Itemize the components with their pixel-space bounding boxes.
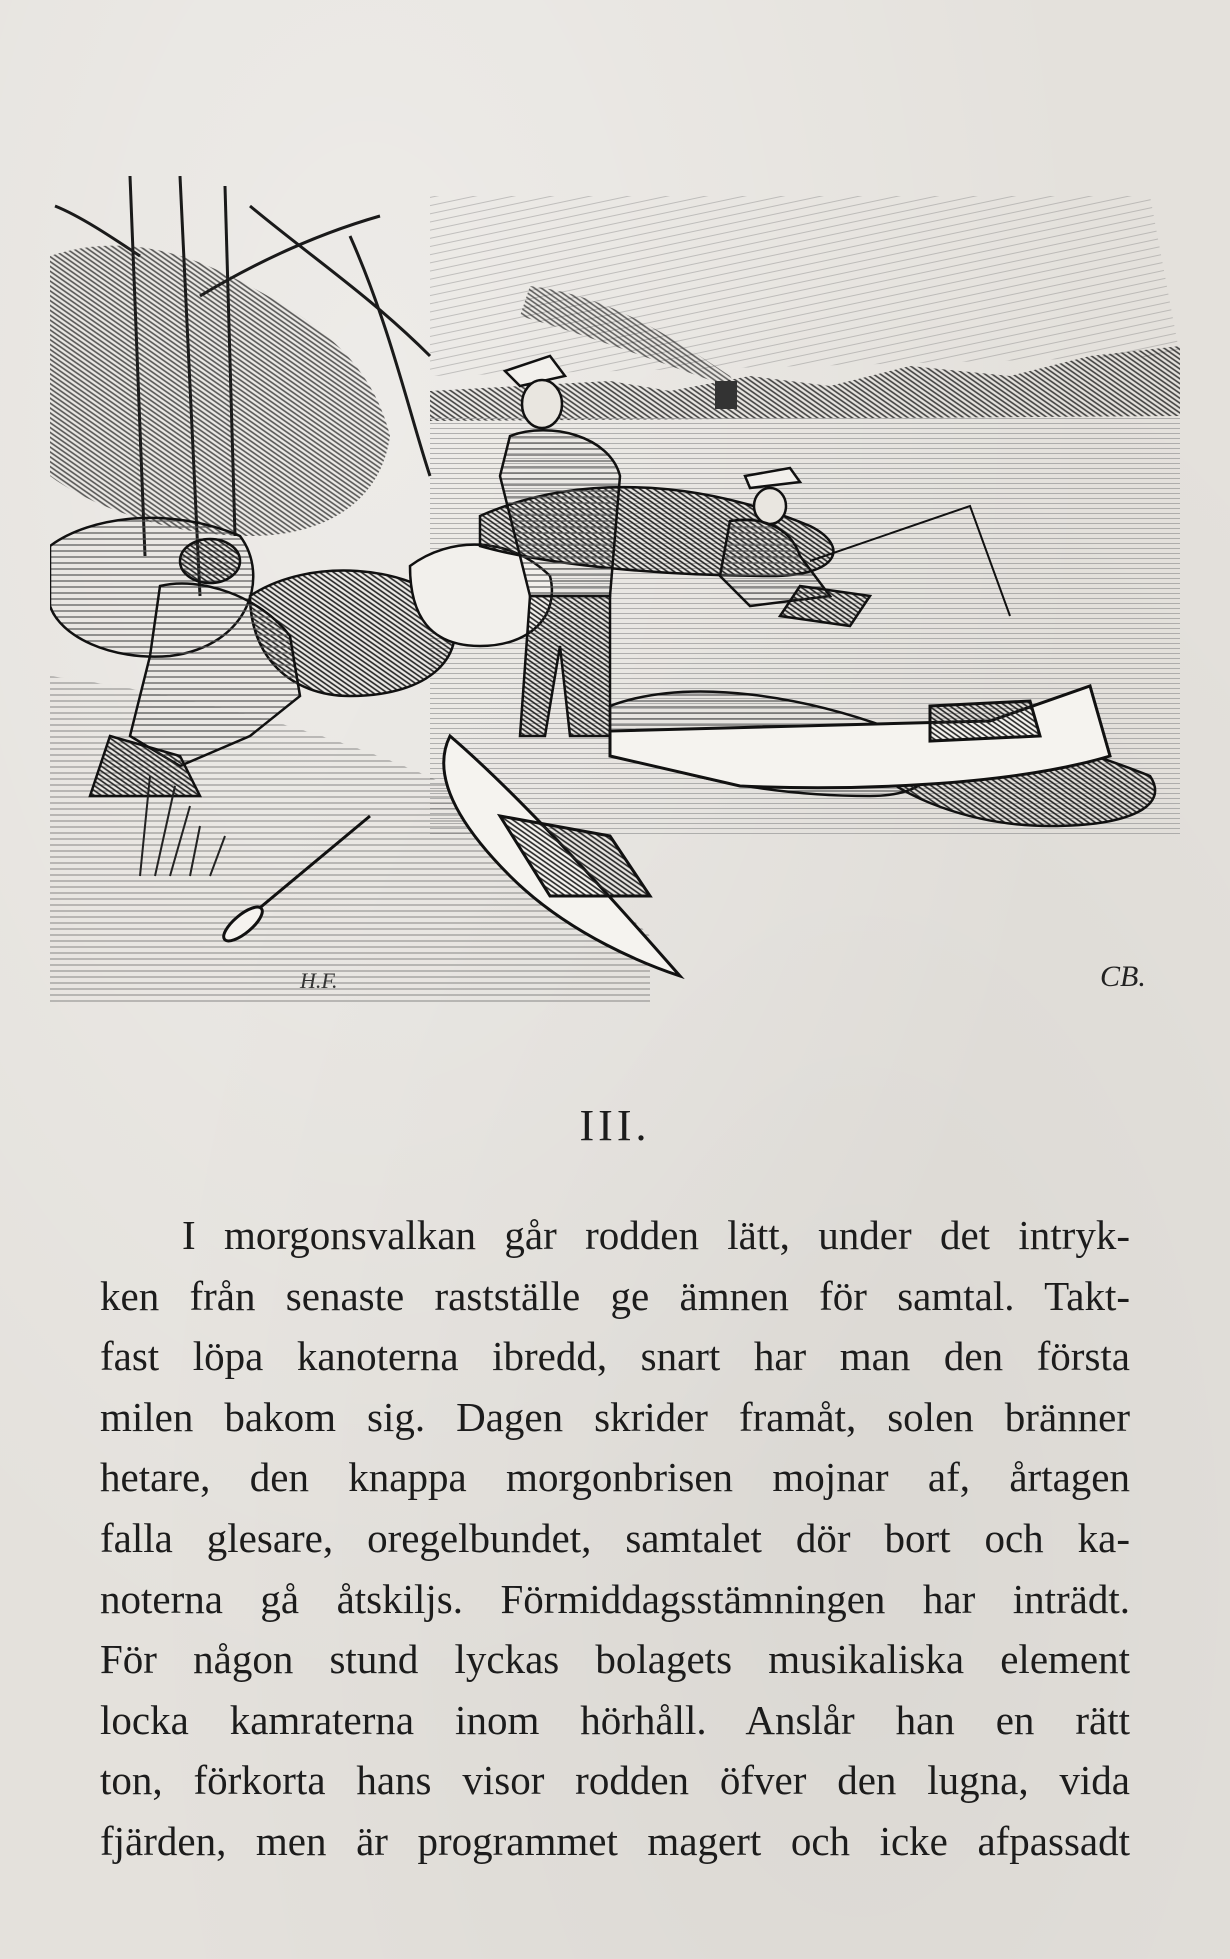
engraving-scene xyxy=(50,176,1180,1006)
text-line: ken från senaste rastställe ge ämnen för samtal. Takt- xyxy=(100,1272,1130,1319)
text-line: fast löpa kanoterna ibredd, snart har man den första xyxy=(100,1333,1130,1380)
text-line: För någon stund lyckas bolagets musikaliska element xyxy=(100,1636,1130,1683)
text-line: I morgonsvalkan går rodden lätt, under det intryk- xyxy=(182,1212,1130,1258)
text-line: noterna gå åtskiljs. Förmiddagsstämningen har inträdt. xyxy=(100,1575,1130,1622)
chapter-heading: III. xyxy=(579,1101,651,1150)
text-line: falla glesare, oregelbundet, samtalet dör bort och ka- xyxy=(100,1514,1130,1561)
text-line: hetare, den knappa morgonbrisen mojnar af, årtagen xyxy=(100,1454,1130,1501)
engraver-monogram: CB. xyxy=(1100,960,1146,993)
text-line: locka kamraterna inom hörhåll. Anslår han en rätt xyxy=(100,1696,1130,1743)
text-line: milen bakom sig. Dagen skrider framåt, solen bränner xyxy=(100,1393,1130,1440)
foliage-mass xyxy=(50,246,390,536)
text-line: fjärden, men är programmet magert och icke afpassadt xyxy=(100,1817,1130,1864)
text-line: ton, förkorta hans visor rodden öfver den lugna, vida xyxy=(100,1757,1130,1804)
engraving-illustration xyxy=(50,176,1180,1006)
sky-shading xyxy=(430,196,1180,376)
body-text xyxy=(100,1205,1130,1872)
artist-signature: H.F. xyxy=(300,968,338,993)
steamboat xyxy=(715,381,737,409)
